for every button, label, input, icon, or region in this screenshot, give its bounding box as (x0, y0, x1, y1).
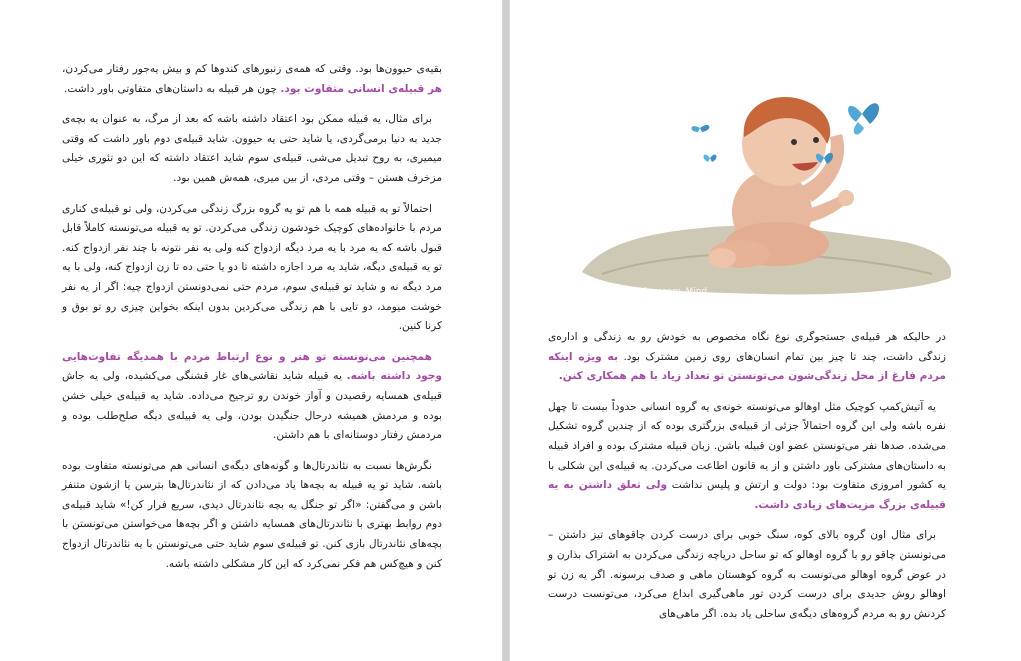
paragraph (62, 60, 442, 99)
body-text: یه آتیش‌کمپ کوچیک مثل اوهالو می‌تونسته خونه‌ی یه گروه انسانی حدوداً بیست تا چهل نفره باشه ولی این گروه احتمالاً جزئی از قبیله‌ی بزرگتری بوده که از چندین گروه تشکیل می‌شده. صدها نفر می‌تونستن عضو اون قبیله باشن. زبان قبیله مشترک بوده و افراد قبیله به داستان‌های مشترکی باور داشتن و از یه قانون اطاعت می‌کردن. یه قبیله‌ی این شکلی با یه کشور امروزی متفاوت بود: دولت و ارتش و پلیس نداشت (548, 400, 947, 492)
paragraph (62, 457, 442, 575)
paragraph (548, 398, 946, 516)
paragraph (548, 526, 946, 624)
left-page (0, 0, 503, 661)
paragraph (62, 200, 442, 337)
highlighted-text: همچنین می‌تونسته تو هنر و نوع ارتباط مردم با همدیگه تفاوت‌هایی وجود داشته باشه. (62, 350, 442, 383)
highlighted-text: هر قبیله‌ی انسانی متفاوت بود. (280, 82, 442, 95)
butterfly-icon (704, 155, 717, 162)
body-text: یه قبیله شاید نقاشی‌های غار قشنگی می‌کشیده، ولی یه جاش قبیله‌ی همسایه رقصیدن و آواز خوندن رو ترجیح می‌داده. شاید یه قبیله‌ی خیلی خشن بوده و مردمش همیشه درحال جنگیدن بودن، ولی یه قبیله‌ی دیگه صلح‌طلب بوده و مردمش رفتار دوستانه‌ای با هم داشتن. (62, 370, 442, 442)
body-text: برای مثال، یه قبیله ممکن بود اعتقاد داشته باشه که بعد از مرگ، به عنوان یه بچه‌ی جدید به دنیا برمی‌گردی، یا شاید حتی یه حیوون. شاید قبیله‌ی دوم باور داشت که وقتی میمیری، به روح تبدیل می‌شی. قبیله‌ی سوم شاید اعتقاد داشته که این دو تئوری خیلی مزخرف هستن – وقتی مردی، از بین میری، همه‌ش همین بود. (62, 113, 442, 184)
baby-butterflies-illustration (572, 82, 957, 302)
body-text: برای مثال اون گروه بالای کوه، سنگ خوبی برای درست کردن چاقوهای تیز داشتن – می‌تونستن چاقو رو با گروه اوهالو که تو ساحل دریاچه زندگی می‌کردن به اشتراک بذارن و در عوض گروه اوهالو می‌تونست به گروه کوهستان ماهی و صدف برسونه. اگر یه زن تو اوهالو روش جدیدی برای درست کردن تور ماهی‌گیری ابداع می‌کرد، می‌تونست درست کردنش رو به مردم گروه‌های دیگه‌ی ساحلی یاد بده. اگر ماهی‌های (548, 529, 946, 620)
paragraph (62, 348, 442, 446)
body-text: احتمالاً تو یه قبیله همه با هم تو یه گروه بزرگ زندگی می‌کردن، ولی تو قبیله‌ی کناری مردم با خانواده‌های کوچیک خودشون زندگی می‌کردن. تو یه قبیله می‌تونسته کاملاً قابل قبول باشه که یه مرد با یه مرد دیگه ازدواج کنه ولی یه نفر نتونه با چند نفر ازدواج کنه. تو یه قبیله‌ی دیگه، شاید یه مرد اجازه داشته تا دو یا حتی ده تا زن ازدواج کنه، ولی با یه مرد دیگه نه و شاید تو قبیله‌ی سوم، مردم حتی نمی‌دونستن ازدواج چیه: اگر از یه نفر خوشت میومد، دو تایی با هم زندگی می‌کردین بدون اینکه بخواین چیزی رو تو بوق و کرنا کنین. (62, 202, 442, 333)
paragraph (548, 328, 946, 387)
body-text: در حالیکه هر قبیله‌ی جستجوگری نوع نگاه مخصوص به خودش رو به زندگی و اداره‌ی زندگی داشت، چند تا چیز بین تمام انسان‌های روی زمین مشترک بود. (548, 331, 946, 363)
body-text: چون هر قبیله به داستان‌های متفاوتی باور داشت. (64, 82, 281, 95)
right-page-text (548, 328, 946, 635)
illustration-watermark: Samsam_Mind (642, 287, 708, 297)
baby-foot (708, 248, 736, 268)
highlighted-text: ولی تعلق داشتن به یه قبیله‌ی بزرگ مزیت‌های زیادی داشت. (548, 479, 946, 511)
body-text: نگرش‌ها نسبت به نئاندرتال‌ها و گونه‌های دیگه‌ی انسانی هم می‌تونسته متفاوت بوده باشه. شاید تو یه قبیله به بچه‌ها یاد می‌دادن که از نئاندرتال‌ها بترسن یا ازشون متنفر باشن و می‌گفتن: «اگر تو جنگل یه بچه نئاندرتال دیدی، سریع فرار کن!» شاید قبیله‌ی دوم روابط بهتری با نئاندرتال‌های همسایه داشتن و اگر بچه‌ها می‌خواستن می‌تونستن با بچه‌های نئاندرتال بازی کنن. تو قبیله‌ی سوم شاید حتی می‌تونستن با یه نئاندرتال ازدواج کنن و هیچ‌کس هم فکر نمی‌کرد که این کار مشکلی داشته باشه. (62, 459, 442, 570)
paragraph (62, 110, 442, 188)
highlighted-text: به ویژه اینکه مردم فارغ از محل زندگی‌شون می‌تونستن تو تعداد زیاد با هم همکاری کنن. (548, 350, 946, 383)
left-page-text (62, 60, 442, 585)
body-text: بقیه‌ی حیوون‌ها بود. وقتی که همه‌ی زنبورهای کندوها کم و بیش یه‌جور رفتار می‌کردن، (62, 63, 442, 75)
butterfly-icon (691, 125, 709, 132)
butterfly-icon (848, 103, 879, 134)
